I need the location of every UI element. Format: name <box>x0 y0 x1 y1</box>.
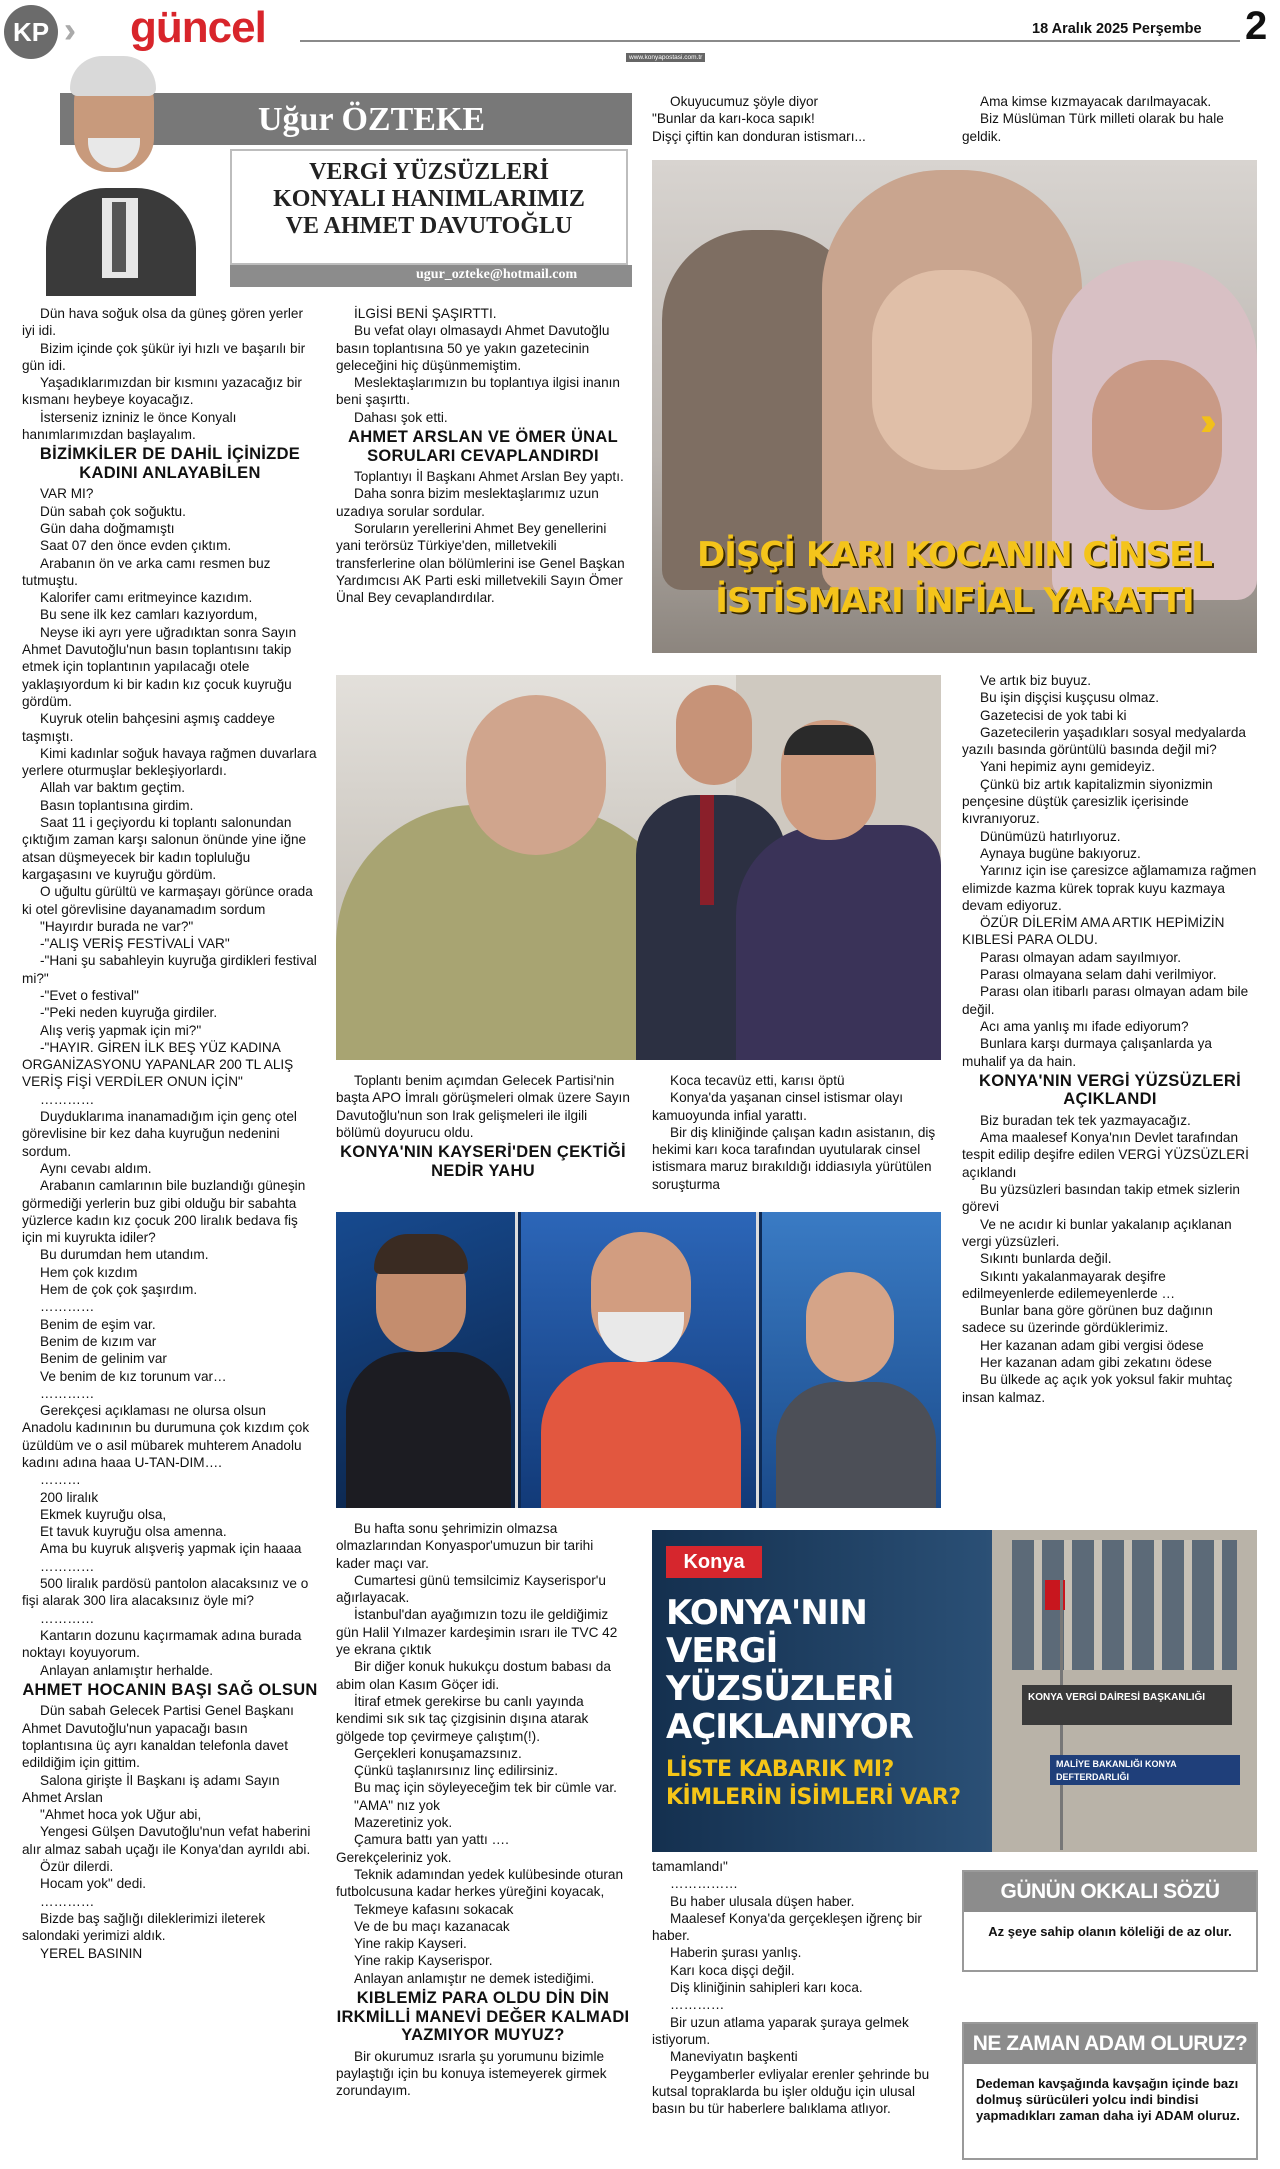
column-c-mid <box>652 1072 944 1204</box>
paragraph: Bu durumdan hem utandım. <box>40 1247 209 1263</box>
konya-subheadline-line: KİMLERİN İSİMLERİ VAR? <box>666 1785 961 1810</box>
paragraph: ………… <box>670 1997 725 2013</box>
paragraph: ………… <box>40 1558 95 1574</box>
paragraph: Diş kliniğinin sahipleri karı koca. <box>670 1980 863 1996</box>
column-d-mid <box>962 672 1258 1472</box>
paragraph: Saat 11 i geçiyordu ki toplantı salonundan çıktığım zaman karşı salonun önünde yine iğne atsan düşmeyecek bir kadın topluluğu kargaşasını ve kuyruğu gördüm. <box>22 815 307 882</box>
paragraph: Maalesef Konya'da gerçekleşen iğrenç bir haber. <box>652 1910 922 1944</box>
paragraph: Bu vefat olayı olmasaydı Ahmet Davutoğlu basın toplantısına 50 ye yakın gazetecinin geleceğini hiç düşünmemiştim. <box>336 323 610 373</box>
paragraph: -"HAYIR. GİREN İLK BEŞ YÜZ KADINA ORGANİZASYONU YAPANLAR 200 TL ALIŞ VERİŞ FİŞİ VERDİLER ONUN İÇİN" <box>22 1039 294 1090</box>
paragraph: Bu işin dişçisi kuşçusu olmaz. <box>980 690 1160 706</box>
paragraph: -"Evet o festival" <box>40 987 139 1003</box>
paragraph: Salona girişte İl Başkanı iş adamı Sayın Ahmet Arslan <box>22 1772 280 1805</box>
paragraph: Bu yüzsüzleri basından takip etmek sizlerin görevi <box>962 1182 1240 1215</box>
paragraph: -"Hani şu sabahleyin kuyruğa girdikleri festival mi?" <box>22 953 317 986</box>
quote-of-day-title: GÜNÜN OKKALI SÖZÜ <box>964 1872 1256 1912</box>
paragraph: ………… <box>40 1893 95 1909</box>
paragraph: "Hayırdır burada ne var?" <box>40 918 194 934</box>
paragraph: Koca tecavüz etti, karısı öptü <box>670 1073 845 1088</box>
konya-headline <box>666 1594 996 1746</box>
masthead-rule <box>300 40 1240 42</box>
paragraph: Mazeretiniz yok. <box>354 1815 453 1831</box>
paragraph: Bu maç için söyleyeceğim tek bir cümle var. <box>354 1780 617 1796</box>
paragraph: Kuyruk otelin bahçesini aşmış caddeye taşmıştı. <box>22 711 275 744</box>
paragraph: Peygamberler evliyalar erenler şehrinde bu kutsal topraklarda bu işler olduğu için ulusal basın bu tür haberlere balıklama atlıyor. <box>652 2066 930 2117</box>
paragraph: Çamura battı yan yattı …. <box>354 1832 509 1848</box>
paragraph: Aynı cevabı aldım. <box>40 1160 152 1176</box>
chevron-right-icon: ›› <box>1200 400 1207 444</box>
paragraph: Parası olan itibarlı parası olmayan adam bile değil. <box>962 984 1249 1017</box>
paragraph: Bir diş kliniğinde çalışan kadın asistanın, diş hekimi karı koca tarafından uyutularak cinsel istismara maruz bırakıldığı iddiasıyla yürütülen soruşturma <box>652 1124 936 1192</box>
paragraph: ÖZÜR DİLERİM AMA ARTIK HEPİMİZİN KIBLESİ PARA OLDU. <box>962 915 1225 948</box>
paragraph: Aynaya bugüne bakıyoruz. <box>980 845 1141 861</box>
paragraph: Okuyucumuz şöyle diyor <box>670 94 819 109</box>
paragraph: "Bunlar da karı-koca sapık! <box>652 111 815 127</box>
paragraph: Bu haber ulusala düşen haber. <box>670 1893 855 1909</box>
paragraph: Biz Müslüman Türk milleti olarak bu hale geldik. <box>962 111 1224 144</box>
paragraph: Ve artık biz buyuz. <box>980 673 1092 688</box>
paragraph: Yine rakip Kayserispor. <box>354 1953 493 1969</box>
paragraph: Gerçekleri konuşamazsınız. <box>354 1745 522 1761</box>
paragraph: Konya'da yaşanan cinsel istismar olayı kamuoyunda infial yarattı. <box>652 1090 904 1123</box>
paragraph: Allah var baktım geçtim. <box>40 780 186 796</box>
subheading: AHMET HOCANIN BAŞI SAĞ OLSUN <box>22 1680 318 1699</box>
konya-headline-line: AÇIKLANIYOR <box>666 1707 913 1747</box>
paragraph: Parası olmayan adam sayılmıyor. <box>980 949 1181 965</box>
sign-text: KONYA VERGİ DAİRESİ BAŞKANLIĞI <box>1028 1692 1206 1703</box>
building-sign <box>1022 1685 1232 1725</box>
headline-line: VE AHMET DAVUTOĞLU <box>285 213 573 239</box>
paragraph: Haberin şurası yanlış. <box>670 1945 802 1961</box>
headline-line: KONYALI HANIMLARIMIZ <box>273 186 585 212</box>
paragraph: İsterseniz izniniz le önce Konyalı hanımlarımızdan başlayalım. <box>22 409 237 443</box>
paragraph: Sıkıntı yakalanmayarak deşifre edilmeyenlerde edilemeyenlerde … <box>962 1268 1176 1301</box>
person-suit <box>736 825 941 1060</box>
paragraph: Yengesi Gülşen Davutoğlu'nun vefat haberini alır almaz sabah uçağı ile Konya'dan ayrıldı abi. <box>22 1824 311 1857</box>
paragraph: Dünümüzü hatırlıyoruz. <box>980 828 1121 844</box>
paragraph: Kimi kadınlar soğuk havaya rağmen duvarlara yerlere oturmuşlar bekleşiyorlardı. <box>22 745 317 779</box>
paragraph: Teknik adamından yedek kulübesinde oturan futbolcusuna kadar herkes yüreğini koyacak, <box>336 1866 624 1900</box>
paragraph: Benim de gelinim var <box>40 1351 167 1367</box>
headline-line: VERGİ YÜZSÜZLERİ <box>309 159 549 185</box>
quote-of-day-text: Az şeye sahip olanın köleliği de az olur. <box>988 1924 1232 1939</box>
paragraph: Soruların yerellerini Ahmet Bey genellerini yani terörsüz Türkiye'den, milletvekili transferlerine olan bölümlerini ise Genel Başkan Yardımcısı AK Parti eski milletvekili Sayın Ömer Ünal Bey cevaplandırdılar. <box>336 520 625 606</box>
paragraph: Toplantıyı İl Başkanı Ahmet Arslan Bey yaptı. <box>354 469 624 485</box>
paragraph: Dün sabah çok soğuktu. <box>40 503 186 519</box>
kp-logo <box>4 5 58 59</box>
paragraph: Meslektaşlarımızın bu toplantıya ilgisi inanın beni şaşırttı. <box>336 375 620 408</box>
source-tag-text: Konya <box>683 1551 745 1573</box>
paragraph: O uğultu gürültü ve karmaşayı görünce orada ki otel görevlisine dayanamadım sordum <box>22 884 313 917</box>
photo-headline <box>652 532 1257 624</box>
paragraph: …………… <box>670 1876 738 1892</box>
paragraph: Yarınız için ise çaresizce ağlamamıza rağmen elimizde kazma kürek toprak kuyu kazmaya devam ediyoruz. <box>962 863 1257 913</box>
column-b-mid <box>336 1072 630 1204</box>
column-c-top <box>652 93 944 153</box>
question-box-title: NE ZAMAN ADAM OLURUZ? <box>964 2024 1256 2064</box>
paragraph: Bu ülkede aç açık yok yoksul fakir muhtaç insan kalmaz. <box>962 1372 1233 1405</box>
paragraph: Bunlara karşı durmaya çalışanlarda ya muhalif ya da hain. <box>962 1036 1212 1069</box>
column-c-bottom <box>652 1858 946 2160</box>
column-b-bottom <box>336 1520 630 2160</box>
paragraph: Arabanın camlarının bile buzlandığı güneşin görmediği yerlerin buz gibi olduğu bir sabahta yüzlerce kadın kız çocuk 200 liralık bedava fiş için mi kuyrukta idiler? <box>22 1178 306 1246</box>
subheading: AHMET ARSLAN VE ÖMER ÜNAL SORULARI CEVAPLANDIRDI <box>348 428 618 465</box>
paragraph: Gazetecilerin yaşadıkları sosyal medyalarda yazılı basında görüntülü basında değil mi? <box>962 724 1246 758</box>
issue-date: 18 Aralık 2025 Perşembe <box>1032 21 1202 37</box>
paragraph: 500 liralık pardösü pantolon alacaksınız ve o fişi alarak 300 lira alacaksınız öyle mi? <box>22 1576 309 1609</box>
paragraph: Dahası şok etti. <box>354 409 448 425</box>
author-name: Uğur ÖZTEKE <box>258 101 486 138</box>
paragraph: Özür dilerdi. <box>40 1859 114 1875</box>
paragraph: ………… <box>40 1299 95 1315</box>
paragraph: Biz buradan tek tek yazmayacağız. <box>980 1112 1191 1128</box>
page-number: 2 <box>1245 4 1268 48</box>
paragraph: Saat 07 den önce evden çıktım. <box>40 538 232 554</box>
paragraph: Neyse iki ayrı yere uğradıktan sonra Sayın Ahmet Davutoğlu'nun basın toplantısını takip etmek için toplantının yapılacağı otele yaklaşıyordum ki bir kadın kız çocuk kuyruğu gördüm. <box>22 624 297 709</box>
paragraph: Çünkü taşlanırsınız linç edilirsiniz. <box>354 1763 558 1779</box>
paragraph: Kantarın dozunu kaçırmamak adına burada noktayı koyuyorum. <box>22 1627 302 1661</box>
subheading: KONYA'NIN KAYSERİ'DEN ÇEKTİĞİ NEDİR YAHU <box>340 1143 626 1180</box>
paragraph: Her kazanan adam gibi vergisi ödese <box>980 1337 1204 1353</box>
subheading: BİZİMKİLER DE DAHİL İÇİNİZDE KADINI ANLAYABİLEN <box>39 445 301 482</box>
konya-subheadline-line: LİSTE KABARIK MI? <box>666 1757 894 1782</box>
column-a <box>22 305 318 2160</box>
paragraph: Bizim içinde çok şükür iyi hızlı ve başarılı bir gün idi. <box>22 340 306 373</box>
paragraph: Bir okurumuz ısrarla şu yorumunu bizimle paylaştığı için bu konuya istemeyerek girmek zorundayım. <box>336 2048 607 2099</box>
paragraph: Çünkü biz artık kapitalizmin siyonizmin pençesine düştük çaresizlik içerisinde kıvranıyoruz. <box>962 776 1213 827</box>
paragraph: -"Peki neden kuyruğa girdiler. <box>40 1005 218 1021</box>
paragraph: Gerekçeleriniz yok. <box>336 1849 452 1865</box>
paragraph: ………… <box>40 1610 95 1626</box>
tv-studio-photo <box>336 1212 941 1508</box>
konya-headline-line: YÜZSÜZLERİ <box>666 1669 894 1709</box>
paragraph: Alış veriş yapmak için mi?" <box>40 1022 202 1038</box>
photo-headline-line: İSTİSMARI İNFİAL YARATTI <box>715 581 1194 621</box>
paragraph: Ama bu kuyruk alışveriş yapmak için haaaa <box>40 1541 302 1557</box>
paragraph: Basın toplantısına girdim. <box>40 797 194 813</box>
paragraph: Gazetecisi de yok tabi ki <box>980 707 1127 723</box>
quote-of-day-box <box>962 1870 1258 1972</box>
building-sign <box>1050 1755 1240 1785</box>
question-box <box>962 2022 1258 2160</box>
author-email: ugur_ozteke@hotmail.com <box>416 267 578 282</box>
paragraph: Bir diğer konuk hukukçu dostum babası da abim olan Kasım Göçer idi. <box>336 1659 611 1692</box>
paragraph: Her kazanan adam gibi zekatını ödese <box>980 1354 1212 1370</box>
konya-subheadline <box>666 1756 1006 1812</box>
paragraph: Daha sonra bizim meslektaşlarımız uzun uzadıya sorular sordular. <box>336 486 599 519</box>
paragraph: Ve de bu maçı kazanacak <box>354 1918 510 1934</box>
paragraph: "Ahmet hoca yok Uğur abi, <box>40 1807 202 1823</box>
paragraph: Benim de eşim var. <box>40 1316 156 1332</box>
paragraph: Bir uzun atlama yaparak şuraya gelmek istiyorum. <box>652 2014 909 2047</box>
photo-headline-line: DİŞÇİ KARI KOCANIN CİNSEL <box>697 535 1212 575</box>
paragraph: Yaşadıklarımızdan bir kısmını yazacağız bir kısmanı heybeye koyacağız. <box>22 375 302 408</box>
paragraph: Parası olmayana selam dahi verilmiyor. <box>980 967 1217 983</box>
paragraph: Ve ne acıdır ki bunlar yakalanıp açıklanan vergi yüzsüzleri. <box>962 1216 1232 1249</box>
konya-headline-line: KONYA'NIN <box>666 1593 867 1633</box>
konya-headline-line: VERGİ <box>666 1631 778 1671</box>
konya-tax-photo <box>652 1530 1257 1852</box>
paragraph: Tekmeye kafasını sokacak <box>354 1901 514 1917</box>
paragraph: Sıkıntı bunlarda değil. <box>980 1251 1112 1267</box>
paragraph: Karı koca dişçi değil. <box>670 1962 795 1978</box>
author-photo <box>6 52 204 296</box>
paragraph: Yani hepimiz aynı gemideyiz. <box>980 759 1156 775</box>
news-photo-dentist <box>652 160 1257 653</box>
paragraph: Hem çok kızdım <box>40 1264 138 1280</box>
column-d-top <box>962 93 1258 153</box>
website-label: www.konyapostasi.com.tr <box>626 53 705 62</box>
paragraph: -"ALIŞ VERİŞ FESTİVALİ VAR" <box>40 936 230 952</box>
paragraph: Et tavuk kuyruğu olsa amenna. <box>40 1524 227 1540</box>
paragraph: Arabanın ön ve arka camı resmen buz tutmuştu. <box>22 555 271 588</box>
paragraph: Dün sabah Gelecek Partisi Genel Başkanı Ahmet Davutoğlu'nun yapacağı basın toplantısına üç ayrı kanaldan telefonla davet edildiğim için gittim. <box>22 1703 294 1771</box>
subheading: KONYA'NIN VERGİ YÜZSÜZLERİ AÇIKLANDI <box>978 1071 1241 1109</box>
paragraph: Kalorifer camı eritmeyince kazıdım. <box>40 590 253 606</box>
paragraph: Benim de kızım var <box>40 1333 157 1349</box>
column-b-top <box>336 305 630 673</box>
sign-text: MALİYE BAKANLIĞI KONYA DEFTERDARLIĞI <box>1056 1759 1177 1782</box>
source-tag <box>666 1546 762 1578</box>
press-meeting-photo <box>336 675 941 1060</box>
paragraph: ……… <box>40 1472 81 1488</box>
paragraph: İtiraf etmek gerekirse bu canlı yayında kendimi sık sık taç çizgisinin dışına atarak gölgede top çevirmeye çalıştım(!). <box>336 1693 589 1744</box>
paragraph: Maneviyatın başkenti <box>670 2049 798 2065</box>
paragraph: Anlayan anlamıştır ne demek istediğimi. <box>354 1970 595 1986</box>
paragraph: YEREL BASININ <box>40 1945 143 1961</box>
paragraph: Bu hafta sonu şehrimizin olmazsa olmazlarından Konyaspor'umuzun bir tarihi kader maçı var. <box>336 1521 594 1571</box>
paragraph: VAR MI? <box>40 486 94 502</box>
paragraph: ………… <box>40 1385 95 1401</box>
paragraph: İstanbul'dan ayağımızın tozu ile geldiğimiz gün Halil Yılmazer kardeşimin ısrarı ile TVC 42 ye ekrana çıktık <box>336 1607 618 1658</box>
paragraph: Duyduklarıma inanamadığım için genç otel görevlisine bir kez daha kuyruğun nedenini sordum. <box>22 1109 297 1159</box>
paragraph: Ama kimse kızmayacak darılmayacak. <box>980 94 1212 109</box>
paragraph: Yine rakip Kayseri. <box>354 1936 467 1952</box>
logo-text: KP <box>12 17 50 47</box>
paragraph: Cumartesi günü temsilcimiz Kayserispor'u ağırlayacak. <box>336 1572 606 1606</box>
paragraph: Dişçi çiftin kan donduran istismarı... <box>652 128 866 144</box>
paragraph: Gerekçesi açıklaması ne olursa olsun Anadolu kadınının bu durumuna çok kızdım çok üzüldüm ve o asil mübarek muhterem Anadolu kadını adına haaa U-TAN-DIM…. <box>22 1403 310 1470</box>
person-head <box>466 695 606 855</box>
paragraph: Hem de çok çok şaşırdım. <box>40 1282 198 1298</box>
paragraph: 200 liralık <box>40 1489 99 1505</box>
paragraph: Ama maalesef Konya'nın Devlet tarafından tespit edilip deşifre edilen VERGİ YÜZSÜZLERİ açıklandı <box>962 1130 1249 1180</box>
paragraph: Gün daha doğmamıştı <box>40 520 175 536</box>
paragraph: Acı ama yanlış mı ifade ediyorum? <box>980 1018 1189 1034</box>
column-headline <box>232 159 626 240</box>
paragraph: Hocam yok" dedi. <box>40 1876 147 1892</box>
paragraph: tamamlandı" <box>652 1859 728 1874</box>
question-box-text: Dedeman kavşağında kavşağın içinde bazı dolmuş sürücüleri yolcu indi bindisi yapmadıkları zaman daha iyi ADAM oluruz. <box>976 2076 1240 2123</box>
section-title: güncel <box>130 3 266 52</box>
paragraph: Toplantı benim açımdan Gelecek Partisi'nin başta APO İmralı görüşmeleri olmak üzere Sayın Davutoğlu'nun son Irak gelişmeleri ile ilgili bölümü doyurucu oldu. <box>336 1073 630 1140</box>
paragraph: İLGİSİ BENİ ŞAŞIRTTI. <box>354 306 497 321</box>
paragraph: Dün hava soğuk olsa da güneş gören yerler iyi idi. <box>22 306 303 339</box>
paragraph: Anlayan anlamıştır herhalde. <box>40 1662 214 1678</box>
paragraph: "AMA" nız yok <box>354 1797 440 1813</box>
paragraph: Ve benim de kız torunum var… <box>40 1368 227 1384</box>
paragraph: Bizde baş sağlığı dileklerimizi ileterek salondaki yerimizi aldık. <box>22 1910 266 1944</box>
paragraph: Bu sene ilk kez camları kazıyordum, <box>40 607 258 623</box>
paragraph: Bunlar bana göre görünen buz dağının sadece su üzerinde gördüklerimiz. <box>962 1303 1213 1336</box>
subheading: KIBLEMİZ PARA OLDU DİN DİN IRKMİLLİ MANEVİ DEĞER KALMADI YAZMIYOR MUYUZ? <box>336 1989 630 2045</box>
paragraph: ………… <box>40 1091 95 1107</box>
paragraph: Ekmek kuyruğu olsa, <box>40 1506 167 1522</box>
